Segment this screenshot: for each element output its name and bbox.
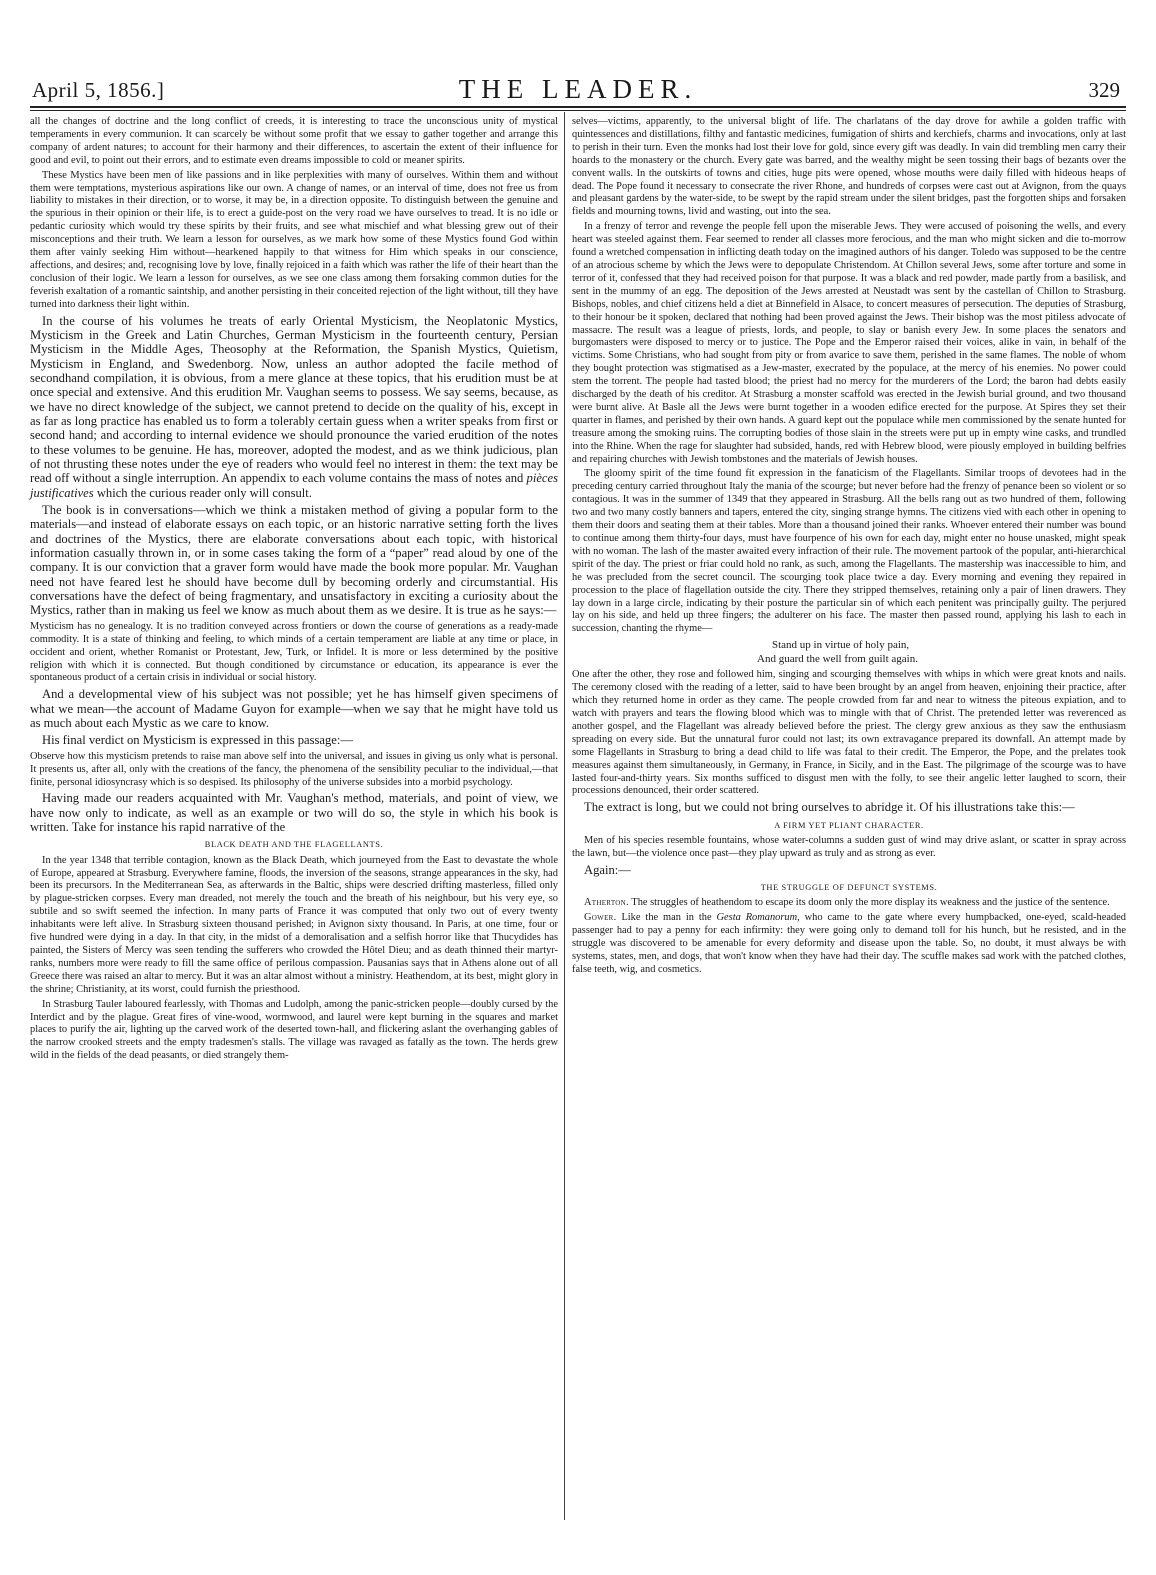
- issue-date: April 5, 1856.]: [32, 78, 165, 102]
- block-quote: [572, 835, 1126, 861]
- quote-paragraph: Men of his species resemble fountains, whose water-columns a sudden gust of wind may drive aslant, or scatter in spray across the lawn, but—the violence once past—they play upward as truly and as strong as ever.: [572, 834, 1126, 859]
- paragraph: all the changes of doctrine and the long conflict of creeds, it is interesting to trace the unconscious unity of mystical temperaments in every communion. It can scarcely be without some profit that we essay to gather together and arrange this company of ardent natures; to account for their harmony and their differences, to ascertain the extent of their influence for good and evil, to point out their errors, and to estimate even dreams impossible to cold or meaner spirits.: [30, 116, 558, 166]
- paragraph-text: In the course of his volumes he treats of early Oriental Mysticism, the Neoplatonic Mystics, Mysticism in the Greek and Latin Churches, German Mysticism in the fourteenth century, Persian Mysticism in the Middle Ages, Theosophy at the Reformation, the Spanish Mystics, Quietism, Mysticism in England, and Swedenborg. Now, unless an author adopted the facile method of secondhand compilation, it is obvious, from a mere glance at these topics, that his erudition must be at once special and extensive. And this erudition Mr. Vaughan seems to possess. We say seems, because, as we have no direct knowledge of the subject, we cannot pretend to decide on the quality of his, except in as far as long practice has enabled us to form a tolerably certain guess when a writer speaks from first or second hand; and according to internal evidence we should pronounce the varied erudition of the notes to these volumes to be genuine. He has, moreover, adopted the modest, and as we think judicious, plan of not thrusting these notes under the eye of readers who would feel no interest in them: the text may be read off without a single interruption. An appendix to each volume contains the mass of notes and: [30, 313, 558, 486]
- italic-phrase: pièces justificatives: [30, 471, 558, 500]
- verse-line: Stand up in virtue of holy pain,: [772, 639, 910, 652]
- section-subheading: A FIRM YET PLIANT CHARACTER.: [774, 820, 924, 830]
- dialogue-line: [572, 897, 1126, 910]
- header-rule-thin: [30, 110, 1126, 111]
- block-quote: [30, 621, 558, 686]
- paragraph: The book is in conversations—which we think a mistaken method of giving a popular form to the materials—and instead of elaborate essays on each topic, or an historic narrative setting forth the lives and doctrines of the Mystics, there are elaborate conversations about each topic, with historical information casually thrown in, or in some cases taking the form of a “paper” read aloud by one of the company. It is our conviction that a graver form would have made the book more popular. Mr. Vaughan need not have feared lest he should have become dull by becoming orderly and circumstantial. His conversations have the defect of being fragmentary, and unsatisfactory in exciting a curiosity about the Mystics, rather than in making us feel we know as much about them as we desire. It is true as he says:—: [30, 503, 558, 618]
- quote-paragraph: In Strasburg Tauler laboured fearlessly, with Thomas and Ludolph, among the panic-stricken people—doubly cursed by the Interdict and by the plague. Great fires of vine-wood, wormwood, and laurel were kept burning in the squares and market places to purify the air, lighting up the carved work of the deserted town-hall, and flickering aslant the overhanging gables of the narrow crooked streets and the empty tradesmen's stalls. The village was ravaged as fatally as the town. The herds grew wild in the fields of the dead peasants, or died strangely them-: [30, 998, 558, 1062]
- dialogue-text: Like the man in the: [621, 912, 712, 924]
- dialogue-line: [572, 912, 1126, 977]
- paragraph: [30, 314, 558, 500]
- quote-paragraph: One after the other, they rose and followed him, singing and scourging themselves with whips in which were great knots and nails. The ceremony closed with the reading of a letter, said to have been brought by an angel from heaven, enjoining their practice, after which they returned home in order as they came. The people crowded from far and near to witness the piteous expiation, and to watch with prayers and tears the flowing blood which was to mingle with that of Christ. The pretended letter was reverenced as another gospel, and the Flagellant was already believed before the priest. The clergy grew anxious as they saw the enthusiasm spreading on every side. But the unnatural furor could not last; its own extravagance prepared its downfall. An attempt made by some Flagellants in Strasburg to bring a dead child to life was fatal to their credit. The Emperor, the Pope, and the prelates took measures against them simultaneously, in Germany, in France, in Sicily, and in the East. The pilgrimage of the scourge was to have lasted four-and-thirty years. Six months sufficed to disgust men with the folly, to see their angelic letter laughed to scorn, their processions denounced, their order scattered.: [572, 669, 1126, 797]
- block-quote: [30, 855, 558, 1064]
- verse: [572, 639, 1126, 666]
- paragraph: These Mystics have been men of like passions and in like perplexities with many of ourselves. Within them and without them were temptations, mysterious aspirations like our own. A change of names, or an interval of time, does not free us from liability to mistakes in their direction, or to worse, it may be, in a direction opposite. To distinguish between the genuine and the spurious in their opinion or their life, is to erect a guide-post on the very road we have ourselves to tread. It is no idle or pedantic curiosity which would try these spirits by their fruits, and see what mischief and what blessing grew out of their misconceptions and their truth. We learn a lesson for ourselves, as we mark how some of these Mystics found God within them after vainly seeking Him without—hearkened happily to that witness for Him which speaks in our conscience, affections, and desires; and, recognising love by love, finally rejoiced in a faith which was rather the life of their heart than the conclusion of their logic. We learn a lesson for ourselves, as we see one class among them forsaking common duties for the feverish exaltation of a romantic saintship, and another persisting in their conceited rejection of the light without, till they have turned into darkness their light within.: [30, 169, 558, 310]
- dialogue-text: The struggles of heathendom to escape its doom only the more display its weakness and the justice of the sentence.: [631, 897, 1110, 909]
- block-quote: [30, 751, 558, 790]
- left-column: [30, 116, 558, 1065]
- masthead: [30, 74, 1126, 104]
- speaker-name: Atherton.: [584, 897, 629, 909]
- right-column: [572, 116, 1126, 979]
- paragraph: Again:—: [584, 862, 631, 877]
- block-quote: [572, 116, 1126, 798]
- paragraph: The extract is long, but we could not bring ourselves to abridge it. Of his illustrations take this:—: [584, 800, 1075, 815]
- page-number: 329: [1088, 78, 1120, 102]
- dialogue: [572, 897, 1126, 976]
- paragraph: Having made our readers acquainted with Mr. Vaughan's method, materials, and point of view, we have now only to indicate, as well as an example or two will do so, the style in which his book is written. Take for instance his rapid narrative of the: [30, 791, 558, 835]
- paragraph-text: which the curious reader only will consult.: [96, 485, 312, 500]
- dialogue-text: who came to the gate where every humpbacked, one-eyed, scald-headed passenger had to pay a penny for each infirmity: they were going only to demand toll for his hunch, but he resisted, and in the struggle was discovered to be amenable for every deformity and disease upon the table. So, no doubt, it must always be with systems, states, men, and dogs, that won't know when they have had their day. The scuffle makes sad work with the patched clothes, false teeth, wig, and cosmetics.: [572, 912, 1126, 975]
- header-rule-thick: [30, 106, 1126, 108]
- paragraph: His final verdict on Mysticism is expressed in this passage:—: [42, 733, 353, 748]
- column-divider: [564, 112, 565, 1520]
- speaker-name: Gower.: [584, 912, 617, 924]
- quote-paragraph: In a frenzy of terror and revenge the people fell upon the miserable Jews. They were accused of poisoning the wells, and every heart was steeled against them. Fear seemed to render all classes more ferocious, and the man who might sicken and die to-morrow found a wretched compensation in inflicting death today on the imagined authors of his danger. Toledo was supposed to be the centre of an atrocious scheme by which the Jews were to depopulate Christendom. At Chillon several Jews, some after torture and some in terror of it, confessed that they had received poison for that purpose. It was a black and red powder, made partly from a basilisk, and sent in the mummy of an egg. The deposition of the Jews arrested at Neustadt was sent by the castellan of Chillon to Strasburg. Bishops, nobles, and chief citizens held a diet at Binnefield in Alsace, to concert measures of persecution. The deputies of Strasburg, to their honour be it spoken, declared that nothing had been proved against the Jews. Their bishop was the most pitiless advocate of massacre. The result was a league of priests, lords, and people, to slay or banish every Jew. In some places the senators and burgomasters were disposed to mercy or to justice. The Pope and the Emperor raised their voices, alike in vain, in behalf of the victims. Some Christians, who had sought from pity or from avarice to save them, perished in the same flames. The noble of whom they bought protection was stigmatised as a Jew-master, execrated by the populace, at the mercy of his enemies. No power could stem the torrent. The people had tasted blood; the priest had no mercy for the murderers of the Lord; the baron had debts easily discharged by the death of his creditor. At Strasburg a monster scaffold was erected in the Jewish burial ground, and two thousand were burnt alive. At Basle all the Jews were burnt together in a wooden edifice erected for the purpose. At Spires they set their quarter in flames, and perished by their own hands. A guard kept out the populace while men commissioned by the senate hunted for treasure among the smoking ruins. The corrupting bodies of those slain in the streets were put up in empty wine casks, and trundled into the Rhine. When the rage for slaughter had subsided, hands, red with Hebrew blood, were piously employed in building belfries and repairing churches with Jewish tombstones and the materials of Jewish houses.: [572, 221, 1126, 465]
- quote-paragraph: In the year 1348 that terrible contagion, known as the Black Death, which journeyed from the East to devastate the whole of Europe, appeared at Strasburg. Everywhere famine, floods, the inversion of the seasons, strange appearances in the sky, had been its precursors. In the Mediterranean Sea, as afterwards in the Baltic, ships were descried drifting masterless, filled only by plague-stricken corpses. Every man dreaded, not merely the touch and the breath of his neighbour, but his very eye, so subtile and so swift seemed the infection. In many parts of France it was computed that only two out of every twenty inhabitants were left alive. In Strasburg sixteen thousand perished; in Avignon sixty thousand. In Paris, at one time, four or five hundred were dying in a day. In that city, in the midst of a demoralisation and a selfish horror like that Thucydides has painted, the Sisters of Mercy was seen tending the sufferers who crowded the Hôtel Dieu; and as death thinned their martyr-ranks, numbers more were ready to fill the same office of perilous compassion. Pausanias says that in Athens alone out of all Greece there was raised an altar to mercy. But it was an altar almost without a ministry. Heathendom, at its best, might glory in the shrine; Christianity, at its worst, could furnish the priesthood.: [30, 854, 558, 995]
- section-subheading: THE STRUGGLE OF DEFUNCT SYSTEMS.: [760, 882, 938, 892]
- quote-paragraph: Observe how this mysticism pretends to raise man above self into the universal, and issues in giving us only what is personal. It presents us, after all, only with the creations of the fancy, the phenomena of the sensibility peculiar to the individual,—that finite, personal idiosyncrasy which is so despised. Its philosophy of the universe subsides into a morbid psychology.: [30, 750, 558, 788]
- verse-line: And guard the well from guilt again.: [757, 652, 918, 665]
- opening-extract: [30, 116, 558, 312]
- italic-title: Gesta Romanorum,: [716, 912, 800, 924]
- paragraph: And a developmental view of his subject was not possible; yet he has himself given specimens of what we mean—the account of Madame Guyon for example—when we say that he might have told us as much about each Mystic as we care to know.: [30, 687, 558, 731]
- quote-paragraph: Mysticism has no genealogy. It is no tradition conveyed across frontiers or down the course of generations as a ready-made commodity. It is a state of thinking and feeling, to which minds of a certain temperament are liable at any time or place, in occident and orient, whether Romanist or Protestant, Jew, Turk, or Infidel. It is more or less determined by the positive religion with which it is connected. But though conditioned by circumstance or education, its appearance is ever the spontaneous product of a certain crisis in individual or social history.: [30, 620, 558, 684]
- newspaper-title: THE LEADER.: [458, 74, 698, 104]
- section-subheading: BLACK DEATH AND THE FLAGELLANTS.: [204, 840, 384, 850]
- quote-paragraph: selves—victims, apparently, to the universal blight of life. The charlatans of the day drove for awhile a golden traffic with quintessences and distillations, filthy and fantastic medicines, fumigation of shirts and kerchiefs, charms and invocations, only at last to perish in their turn. Even the monks had lost their love for gold, since every gift was deadly. In vain did trembling men carry their hoards to the monastery or the church. Every gate was barred, and the wealthy might be seen tossing their bags of bezants over the convent walls. In the outskirts of towns and cities, huge pits were opened, whose mouths were daily filled with hideous heaps of dead. The Pope found it necessary to consecrate the river Rhone, and hundreds of corpses were cast out at Avignon, from the quays and pleasant gardens by the water-side, to be swept by the rapid stream under the silent bridges, past the forgotten ships and forsaken fields and mourning towns, livid and wasting, out into the sea.: [572, 116, 1126, 218]
- quote-paragraph: The gloomy spirit of the time found fit expression in the fanaticism of the Flagellants. Similar troops of devotees had in the preceding century carried throughout Italy the mania of the scourge; but never before had the frenzy of penance been so violent or so contagious. It was in the summer of 1349 that they appeared in Strasburg. All the bells rang out as two hundred of them, following two and two many costly banners and tapers, entered the city, singing strange hymns. The citizens vied with each other in opening to them their doors and seating them at their tables. More than a thousand joined their ranks. Whoever entered their number was bound to continue among them thirty-four days, must have fourpence of his own for each day, might enter no house unasked, might speak with no woman. The lash of the master awaited every infraction of their rule. The movement partook of the popular, anti-hierarchical spirit of the day. The priest or friar could hold no rank, as such, among the Flagellants. The mastership was inaccessible to him, and he was precluded from the secret council. The scourging took place twice a day. Every morning and evening they repaired in procession to the place of flagellation outside the city. There they stripped themselves, retaining only a pair of linen drawers. They lay down in a large circle, indicating by their posture the particular sin of which each penitent was principally guilty. The perjured lay on his side, and held up three fingers; the adulterer on his face. The master then passed round, applying his lash to each in succession, chanting the rhyme—: [572, 468, 1126, 635]
